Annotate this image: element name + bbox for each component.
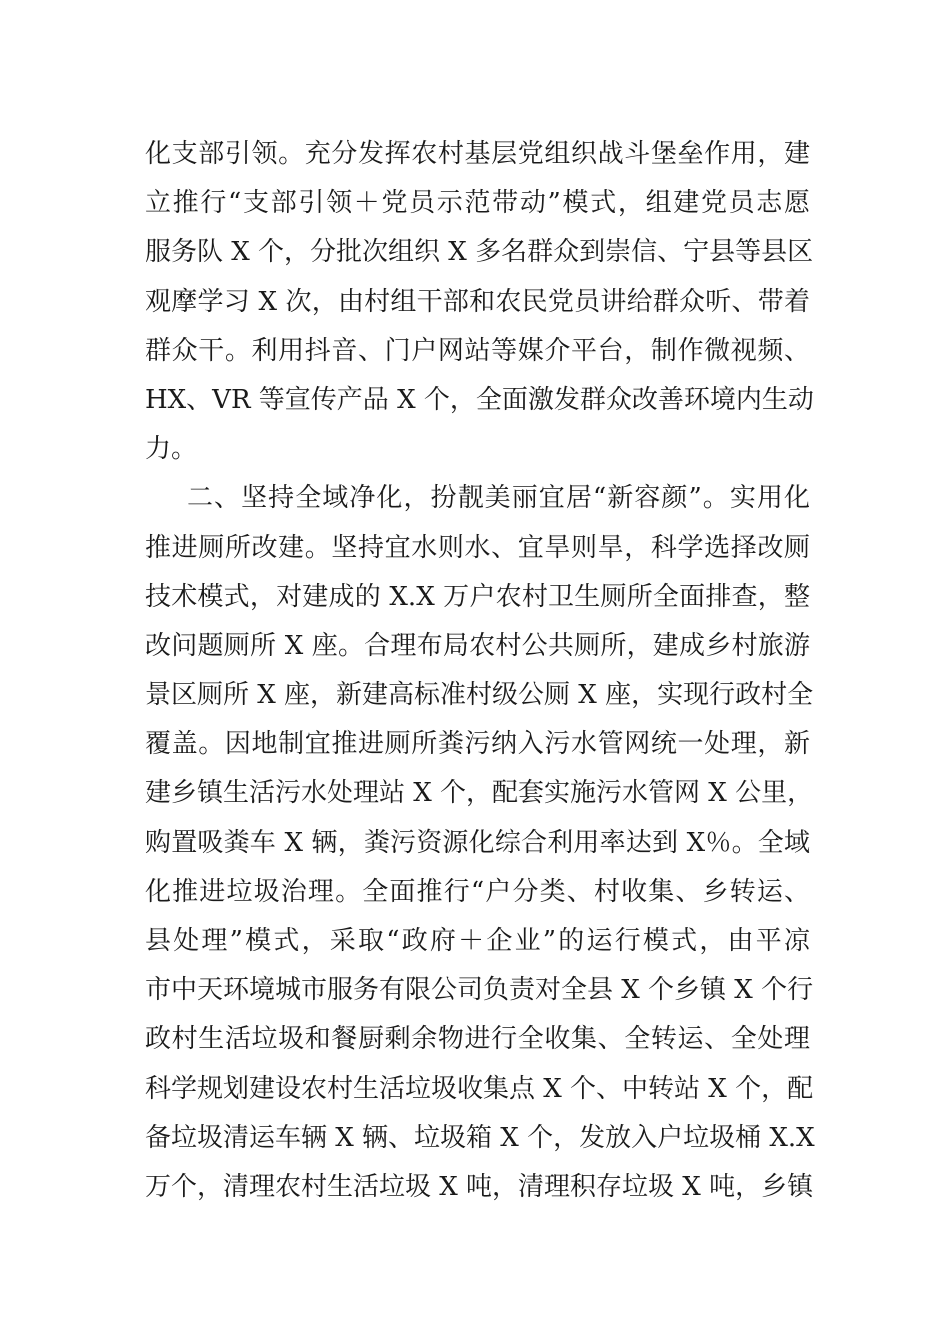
text-line: 市中天环境城市服务有限公司负责对全县 X 个乡镇 X 个行 bbox=[145, 975, 814, 1006]
body-text bbox=[145, 130, 815, 1212]
text-line: 购置吸粪车 X 辆，粪污资源化综合利用率达到 X％。全域 bbox=[145, 827, 810, 858]
paragraph-end-line: 力。 bbox=[145, 434, 198, 465]
text-line: 化推进垃圾治理。全面推行“户分类、村收集、乡转运、 bbox=[145, 876, 810, 907]
text-line: 覆盖。因地制宜推进厕所粪污纳入污水管网统一处理，新 bbox=[145, 729, 810, 760]
text-line: HX、VR 等宣传产品 X 个，全面激发群众改善环境内生动 bbox=[145, 384, 814, 415]
text-line: 服务队 X 个，分批次组织 X 多名群众到崇信、宁县等县区 bbox=[145, 237, 814, 268]
text-line: 万个，清理农村生活垃圾 X 吨，清理积存垃圾 X 吨，乡镇 bbox=[145, 1171, 814, 1202]
text-line: 建乡镇生活污水处理站 X 个，配套实施污水管网 X 公里， bbox=[145, 778, 814, 809]
text-line: 景区厕所 X 座，新建高标准村级公厕 X 座，实现行政村全 bbox=[145, 680, 814, 711]
text-line: 化支部引领。充分发挥农村基层党组织战斗堡垒作用，建 bbox=[145, 139, 810, 169]
text-line: 推进厕所改建。坚持宜水则水、宜旱则旱，科学选择改厕 bbox=[145, 532, 810, 563]
text-line: 县处理”模式，采取“政府＋企业”的运行模式，由平凉 bbox=[145, 926, 810, 956]
text-line: 政村生活垃圾和餐厨剩余物进行全收集、全转运、全处理 bbox=[145, 1024, 810, 1055]
text-line: 群众干。利用抖音、门户网站等媒介平台，制作微视频、 bbox=[145, 335, 810, 366]
text-line: 观摩学习 X 次，由村组干部和农民党员讲给群众听、带着 bbox=[145, 286, 810, 317]
text-line: 科学规划建设农村生活垃圾收集点 X 个、中转站 X 个，配 bbox=[145, 1073, 814, 1104]
text-line: 备垃圾清运车辆 X 辆、垃圾箱 X 个，发放入户垃圾桶 X.X bbox=[145, 1122, 815, 1153]
text-line: 改问题厕所 X 座。合理布局农村公共厕所，建成乡村旅游 bbox=[145, 630, 810, 661]
text-line: 立推行“支部引领＋党员示范带动”模式，组建党员志愿 bbox=[145, 188, 810, 219]
section-heading-line: 二、坚持全域净化，扮靓美丽宜居“新容颜”。实用化 bbox=[187, 483, 810, 514]
text-line: 技术模式，对建成的 X.X 万户农村卫生厕所全面排查，整 bbox=[145, 581, 810, 612]
